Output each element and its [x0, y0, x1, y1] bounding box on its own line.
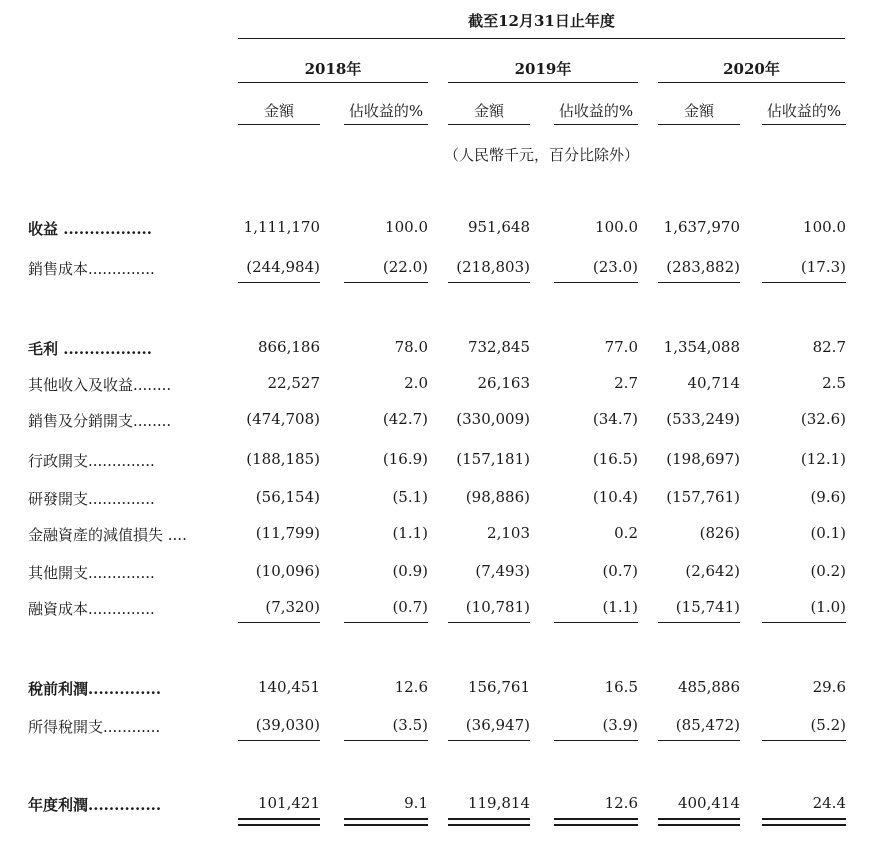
pct-cell: (5.2): [810, 716, 846, 734]
pct-cell: (3.5): [392, 716, 428, 734]
amount-cell: (218,803): [456, 258, 530, 276]
amount-cell: 866,186: [257, 338, 320, 356]
total-double-rule: [344, 824, 428, 826]
pct-cell: (16.9): [382, 450, 428, 468]
pct-header-2019: 佔收益的%: [558, 102, 634, 120]
pct-cell: (5.1): [392, 488, 428, 506]
row-label: 其他開支..............: [28, 564, 155, 582]
subtotal-rule: [344, 740, 428, 741]
pct-cell: 100.0: [595, 218, 638, 236]
subtotal-rule: [448, 622, 530, 623]
amount-cell: (10,781): [465, 598, 530, 616]
pct-cell: 82.7: [812, 338, 846, 356]
pct-cell: 100.0: [803, 218, 846, 236]
row-label: 研發開支..............: [28, 490, 155, 508]
pct-cell: (3.9): [602, 716, 638, 734]
sub-rule: [658, 124, 740, 125]
amount-cell: (330,009): [456, 410, 530, 428]
total-double-rule: [762, 824, 846, 826]
row-label: 其他收入及收益........: [28, 376, 172, 394]
period-rule: [238, 38, 845, 39]
pct-cell: 12.6: [604, 794, 638, 812]
sub-rule: [762, 124, 846, 125]
total-double-rule: [238, 818, 320, 820]
pct-cell: (0.2): [810, 562, 846, 580]
pct-cell: 24.4: [812, 794, 846, 812]
amount-cell: (15,741): [675, 598, 740, 616]
pct-cell: 2.7: [614, 374, 638, 392]
sub-rule: [344, 124, 428, 125]
subtotal-rule: [344, 622, 428, 623]
subtotal-rule: [658, 740, 740, 741]
unit-note: （人民幣千元，百分比除外）: [443, 146, 639, 164]
pct-cell: (23.0): [592, 258, 638, 276]
amount-cell: 40,714: [687, 374, 740, 392]
amount-cell: (7,320): [265, 598, 320, 616]
amount-cell: (198,697): [666, 450, 740, 468]
subtotal-rule: [238, 740, 320, 741]
sub-rule: [554, 124, 638, 125]
pct-cell: (17.3): [800, 258, 846, 276]
year-2019-header: 2019年: [514, 60, 572, 78]
pct-cell: 2.0: [404, 374, 428, 392]
pct-cell: (12.1): [800, 450, 846, 468]
amount-cell: 156,761: [467, 678, 530, 696]
row-label: 銷售成本..............: [28, 260, 155, 278]
row-label: 毛利 .................: [28, 340, 152, 358]
year-2020-rule: [658, 82, 845, 83]
pct-cell: (22.0): [382, 258, 428, 276]
amount-cell: (157,181): [456, 450, 530, 468]
amount-cell: (98,886): [465, 488, 530, 506]
pct-cell: 12.6: [394, 678, 428, 696]
subtotal-rule: [448, 282, 530, 283]
row-label: 融資成本..............: [28, 600, 155, 618]
amount-cell: 1,111,170: [243, 218, 320, 236]
row-label: 稅前利潤..............: [28, 680, 162, 698]
amount-cell: (283,882): [666, 258, 740, 276]
total-double-rule: [658, 818, 740, 820]
amount-cell: 26,163: [477, 374, 530, 392]
year-2018-rule: [238, 82, 428, 83]
year-2020-header: 2020年: [723, 60, 780, 78]
pct-cell: 16.5: [604, 678, 638, 696]
total-double-rule: [658, 824, 740, 826]
amount-cell: (157,761): [666, 488, 740, 506]
amount-cell: 119,814: [467, 794, 530, 812]
pct-header-2018: 佔收益的%: [348, 102, 424, 120]
pct-cell: 9.1: [404, 794, 428, 812]
pct-header-2020: 佔收益的%: [766, 102, 842, 120]
row-label: 收益 .................: [28, 220, 152, 238]
pct-cell: (0.9): [392, 562, 428, 580]
amount-cell: (2,642): [685, 562, 740, 580]
subtotal-rule: [238, 622, 320, 623]
total-double-rule: [762, 818, 846, 820]
amount-header-2019: 金額: [473, 102, 504, 120]
pct-cell: 100.0: [385, 218, 428, 236]
row-label: 銷售及分銷開支........: [28, 412, 172, 430]
pct-cell: (32.6): [800, 410, 846, 428]
pct-cell: (1.0): [810, 598, 846, 616]
subtotal-rule: [762, 622, 846, 623]
amount-cell: 485,886: [677, 678, 740, 696]
amount-cell: 22,527: [267, 374, 320, 392]
pct-cell: 29.6: [812, 678, 846, 696]
amount-cell: 101,421: [257, 794, 320, 812]
sub-rule: [238, 124, 320, 125]
amount-header-2018: 金額: [263, 102, 294, 120]
total-double-rule: [554, 824, 638, 826]
subtotal-rule: [238, 282, 320, 283]
total-double-rule: [448, 818, 530, 820]
amount-cell: (10,096): [255, 562, 320, 580]
row-label: 金融資產的減值損失 ....: [28, 526, 187, 544]
pct-cell: 78.0: [394, 338, 428, 356]
amount-cell: (826): [699, 524, 740, 542]
subtotal-rule: [762, 282, 846, 283]
amount-cell: 2,103: [487, 524, 530, 542]
subtotal-rule: [344, 282, 428, 283]
amount-cell: (39,030): [255, 716, 320, 734]
amount-cell: (533,249): [666, 410, 740, 428]
amount-cell: (36,947): [465, 716, 530, 734]
amount-cell: (85,472): [675, 716, 740, 734]
amount-cell: 140,451: [257, 678, 320, 696]
row-label: 年度利潤..............: [28, 796, 162, 814]
amount-cell: (474,708): [246, 410, 320, 428]
subtotal-rule: [554, 740, 638, 741]
total-double-rule: [344, 818, 428, 820]
amount-cell: (11,799): [255, 524, 320, 542]
amount-cell: (244,984): [246, 258, 320, 276]
pct-cell: 0.2: [614, 524, 638, 542]
pct-cell: (1.1): [392, 524, 428, 542]
pct-cell: (34.7): [592, 410, 638, 428]
pct-cell: (10.4): [592, 488, 638, 506]
subtotal-rule: [762, 740, 846, 741]
amount-cell: (188,185): [246, 450, 320, 468]
subtotal-rule: [554, 622, 638, 623]
pct-cell: (0.7): [602, 562, 638, 580]
subtotal-rule: [554, 282, 638, 283]
amount-cell: 1,637,970: [663, 218, 740, 236]
pct-cell: (1.1): [602, 598, 638, 616]
sub-rule: [448, 124, 530, 125]
subtotal-rule: [658, 622, 740, 623]
pct-cell: (0.1): [810, 524, 846, 542]
amount-header-2020: 金額: [683, 102, 714, 120]
total-double-rule: [238, 824, 320, 826]
total-double-rule: [554, 818, 638, 820]
amount-cell: (56,154): [255, 488, 320, 506]
amount-cell: (7,493): [475, 562, 530, 580]
year-2018-header: 2018年: [304, 60, 362, 78]
subtotal-rule: [448, 740, 530, 741]
subtotal-rule: [658, 282, 740, 283]
year-2019-rule: [448, 82, 638, 83]
row-label: 所得稅開支............: [28, 718, 161, 736]
pct-cell: (16.5): [592, 450, 638, 468]
amount-cell: 400,414: [677, 794, 740, 812]
amount-cell: 951,648: [467, 218, 530, 236]
pct-cell: 77.0: [604, 338, 638, 356]
amount-cell: 1,354,088: [663, 338, 740, 356]
pct-cell: (42.7): [382, 410, 428, 428]
pct-cell: (0.7): [392, 598, 428, 616]
period-header: 截至12月31日止年度: [468, 12, 615, 30]
total-double-rule: [448, 824, 530, 826]
pct-cell: 2.5: [822, 374, 846, 392]
amount-cell: 732,845: [467, 338, 530, 356]
pct-cell: (9.6): [810, 488, 846, 506]
row-label: 行政開支..............: [28, 452, 155, 470]
